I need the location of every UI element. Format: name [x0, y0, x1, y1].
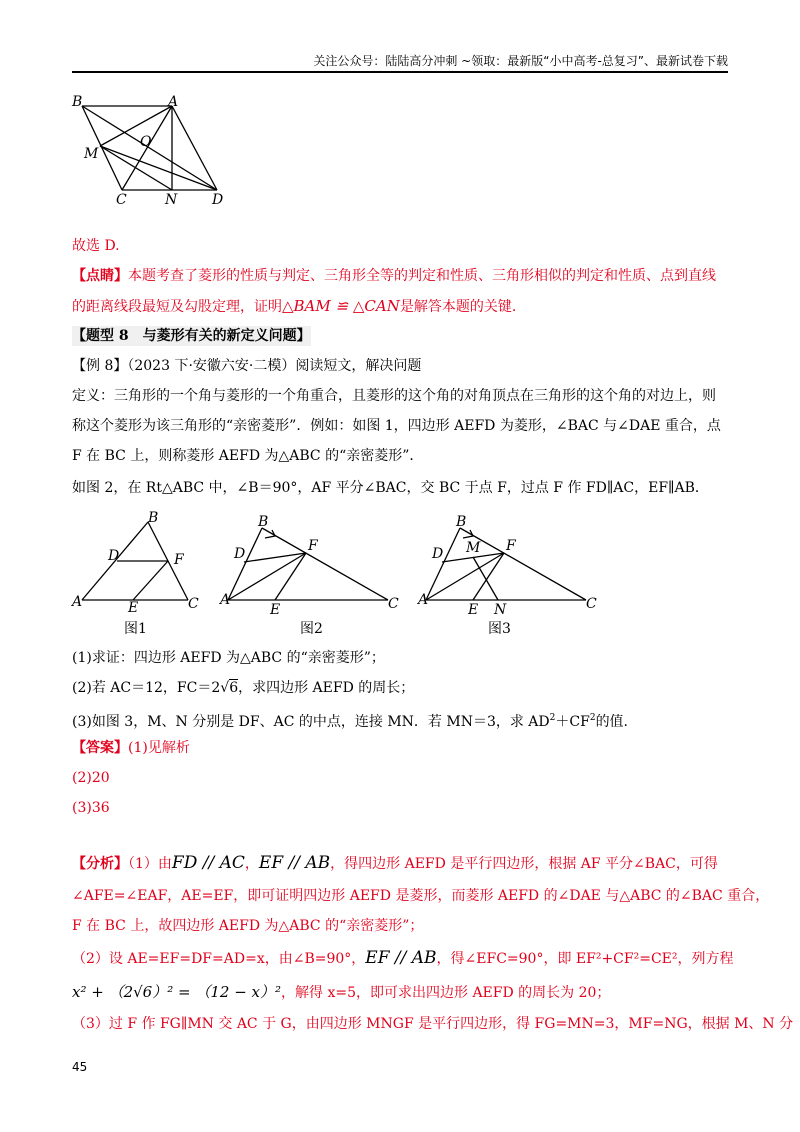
- fig3-label-A: A: [418, 592, 429, 608]
- fig2-label-A: A: [220, 592, 231, 608]
- analysis-5b: ，解得 x=5，即可求出四边形 AEFD 的周长为 20；: [281, 985, 611, 1001]
- fig2-label-E: E: [270, 602, 281, 618]
- comment-tag: 【点睛】: [72, 268, 128, 284]
- fig2-caption: 图2: [300, 621, 323, 637]
- analysis-line-5: [72, 982, 740, 1003]
- section-title: 【题型 8 与菱形有关的新定义问题】: [72, 328, 311, 344]
- definition-line-1: 定义：三角形的一个角与菱形的一个角重合，且菱形的这个角的对角顶点在三角形的这个角的对边上，则: [72, 388, 716, 404]
- comment-text-1: 本题考查了菱形的性质与判定、三角形全等的判定和性质、三角形相似的判定和性质、点到直线: [128, 268, 716, 284]
- q3-text-b: ＋CF: [555, 714, 590, 730]
- answer-tag: 【答案】: [72, 740, 128, 756]
- fig1-label-F: F: [174, 552, 184, 568]
- fig2-label-C: C: [388, 596, 399, 612]
- figure-3: [418, 512, 608, 638]
- fig3-label-D: D: [432, 546, 444, 562]
- label-C: C: [116, 192, 127, 208]
- fig3-label-M: M: [466, 540, 481, 556]
- analysis-line-4: [72, 948, 740, 969]
- label-B: B: [72, 94, 83, 110]
- analysis-line-6: （3）过 F 作 FG∥MN 交 AC 于 G，由四边形 MNGF 是平行四边形，得 FG=MN=3，MF=NG，根据 M、N 分: [72, 1016, 794, 1032]
- fig3-caption: 图3: [488, 621, 511, 637]
- page-number: 45: [72, 1060, 88, 1074]
- label-D: D: [212, 192, 224, 208]
- fig1-label-C: C: [188, 596, 199, 612]
- comment-line-1: [72, 266, 740, 286]
- analysis-line-3: F 在 BC 上，故四边形 AEFD 为△ABC 的“亲密菱形”；: [72, 918, 424, 934]
- fig1-caption: 图1: [124, 621, 147, 637]
- fig3-label-C: C: [586, 596, 597, 612]
- analysis-1-math2: EF // AB: [258, 853, 331, 873]
- fig1-label-E: E: [128, 600, 139, 616]
- analysis-4a: （2）设 AE=EF=DF=AD=x，由∠B=90°，: [72, 951, 366, 967]
- comment-math: △BAM ≌ △CAN: [282, 297, 400, 315]
- analysis-line-1: [72, 853, 740, 874]
- fig3-label-E: E: [468, 602, 479, 618]
- example-tag: 【例 8】: [72, 358, 128, 374]
- answer-2: (2)20: [72, 770, 110, 786]
- q3-sup-2: 2: [589, 713, 596, 723]
- figure-1: [70, 508, 210, 638]
- header-rule: [72, 71, 728, 73]
- label-O: O: [140, 134, 152, 150]
- figure-3-svg: [418, 512, 608, 638]
- label-M: M: [84, 146, 99, 162]
- example-line: [72, 356, 740, 376]
- page-header: 关注公众号：陆陆高分冲刺 ~领取：最新版“小中高考-总复习”、最新试卷下载: [313, 54, 728, 68]
- q3-sup-1: 2: [549, 713, 556, 723]
- analysis-4-math: EF // AB: [365, 948, 437, 968]
- q3-text-c: 的值.: [595, 714, 629, 730]
- fig1-label-B: B: [148, 510, 159, 526]
- analysis-1-math1: FD // AC: [171, 853, 245, 873]
- analysis-1b: ，得四边形 AEFD 是平行四边形，根据 AF 平分∠BAC，可得: [330, 856, 718, 872]
- fig3-label-N: N: [494, 602, 507, 618]
- fig2-label-B: B: [258, 514, 269, 530]
- question-2: [72, 678, 740, 698]
- figure-2: [220, 512, 410, 638]
- q2-text-a: (2)若 AC＝12，FC＝2: [72, 680, 221, 696]
- answer-3: (3)36: [72, 800, 110, 816]
- analysis-1-sep: ，: [244, 856, 259, 872]
- fig1-label-D: D: [108, 548, 120, 564]
- analysis-1a: （1）由: [128, 856, 172, 872]
- analysis-4b: ，得∠EFC=90°，即 EF²+CF²=CE²，列方程: [436, 951, 734, 967]
- q2-text-b: ，求四边形 AEFD 的周长；: [238, 680, 415, 696]
- example-source: （2023 下·安徽六安·二模）阅读短文，解决问题: [127, 358, 422, 374]
- label-A: A: [168, 94, 179, 110]
- analysis-tag: 【分析】: [72, 856, 128, 872]
- comment-text-2b: 是解答本题的关键.: [399, 299, 517, 315]
- fig3-label-B: B: [456, 514, 467, 530]
- conclusion: 故选 D.: [72, 238, 120, 254]
- question-3: [72, 708, 740, 732]
- question-1: (1)求证：四边形 AEFD 为△ABC 的“亲密菱形”；: [72, 650, 385, 666]
- fig3-label-F: F: [506, 538, 516, 554]
- q2-radicand: 6: [229, 680, 239, 696]
- analysis-5-equation: x² + （2√6）² = （12 − x）²: [72, 983, 282, 1001]
- definition-line-3: F 在 BC 上，则称菱形 AEFD 为△ABC 的“亲密菱形”．: [72, 448, 424, 464]
- figure2-description: 如图 2，在 Rt△ABC 中，∠B＝90°，AF 平分∠BAC，交 BC 于点 F，过点 F 作 FD∥AC，EF∥AB．: [72, 480, 709, 496]
- label-N: N: [165, 192, 178, 208]
- answer-1: (1)见解析: [128, 740, 190, 756]
- comment-line-2: [72, 296, 740, 317]
- top-figure: [72, 92, 242, 212]
- definition-line-2: 称这个菱形为该三角形的“亲密菱形”．例如：如图 1，四边形 AEFD 为菱形，∠BAC 与∠DAE 重合，点: [72, 418, 721, 434]
- answer-line-1: [72, 738, 740, 758]
- comment-text-2a: 的距离线段最短及勾股定理，证明: [72, 299, 282, 315]
- fig1-label-A: A: [72, 594, 83, 610]
- q3-text-a: (3)如图 3，M、N 分别是 DF、AC 的中点，连接 MN．若 MN＝3，求 AD: [72, 714, 550, 730]
- fig2-label-D: D: [234, 546, 246, 562]
- q2-radical: √6: [220, 680, 239, 696]
- fig2-label-F: F: [308, 538, 318, 554]
- analysis-line-2: ∠AFE=∠EAF，AE=EF，即可证明四边形 AEFD 是菱形，而菱形 AEFD 的∠DAE 与△ABC 的∠BAC 重合，: [72, 888, 770, 904]
